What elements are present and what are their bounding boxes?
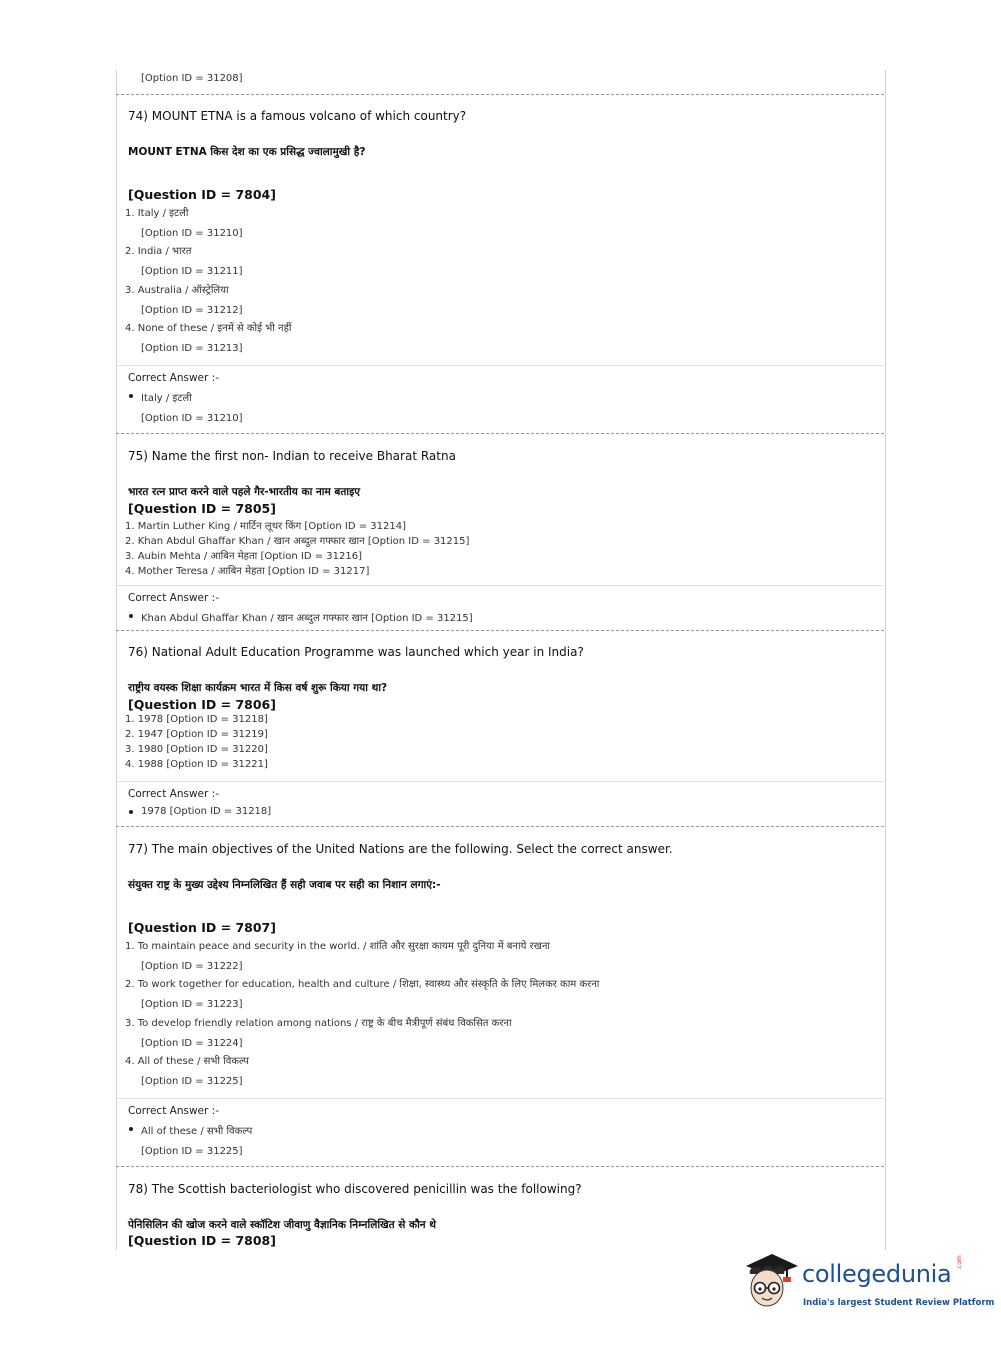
section-separator (116, 365, 884, 366)
divider (116, 1166, 884, 1167)
bullet-icon (129, 614, 133, 618)
option-item: 3. Aubin Mehta / आबिन मेहता [Option ID = 31216] (125, 551, 362, 562)
option-id: [Option ID = 31213] (141, 343, 243, 354)
question-text-hindi: भारत रत्न प्राप्त करने वाले पहले गैर-भारतीय का नाम बताइए (128, 486, 361, 498)
correct-answer-text: All of these / सभी विकल्प (141, 1126, 253, 1137)
question-id: [Question ID = 7805] (128, 501, 276, 516)
option-item: 4. All of these / सभी विकल्प (125, 1056, 249, 1067)
bullet-icon (129, 1127, 133, 1131)
option-item: 2. Khan Abdul Ghaffar Khan / खान अब्दुल गफ्फार खान [Option ID = 31215] (125, 536, 470, 547)
question-text-hindi: पेनिसिलिन की खोज करने वाले स्कॉटिश जीवाणु वैज्ञानिक निम्नलिखित से कौन थे (128, 1219, 436, 1231)
option-item: 3. 1980 [Option ID = 31220] (125, 744, 268, 755)
option-id: [Option ID = 31223] (141, 999, 243, 1010)
option-item: 2. To work together for education, health and culture / शिक्षा, स्वास्थ्य और संस्कृति के लिए मिलकर काम करना (125, 979, 600, 990)
option-item: 4. None of these / इनमें से कोई भी नहीं (125, 323, 292, 334)
option-item: 3. To develop friendly relation among nations / राष्ट्र के बीच मैत्रीपूर्ण संबंध विकसित करना (125, 1018, 512, 1029)
question-id: [Question ID = 7804] (128, 187, 276, 202)
option-id: [Option ID = 31225] (141, 1146, 243, 1157)
option-item: 1. Italy / इटली (125, 208, 189, 219)
divider (116, 630, 884, 631)
logo-wordmark: collegedunia (802, 1260, 952, 1288)
question-text: 78) The Scottish bacteriologist who discovered penicillin was the following? (128, 1182, 582, 1196)
option-item: 1. To maintain peace and security in the world. / शांति और सुरक्षा कायम पूरी दुनिया में बनाये रखना (125, 941, 550, 952)
option-id: [Option ID = 31208] (141, 73, 243, 84)
correct-answer-label: Correct Answer :- (128, 1105, 219, 1117)
section-separator (116, 1098, 884, 1099)
section-separator (116, 585, 884, 586)
option-item: 3. Australia / ऑस्ट्रेलिया (125, 285, 229, 296)
question-text: 75) Name the first non- Indian to receive Bharat Ratna (128, 449, 456, 463)
correct-answer-label: Correct Answer :- (128, 788, 219, 800)
question-id: [Question ID = 7806] (128, 697, 276, 712)
mascot-icon (742, 1250, 802, 1316)
logo-tagline: India's largest Student Review Platform (803, 1298, 995, 1308)
correct-answer-text: Khan Abdul Ghaffar Khan / खान अब्दुल गफ्फार खान [Option ID = 31215] (141, 613, 473, 624)
question-text-hindi: राष्ट्रीय वयस्क शिक्षा कार्यक्रम भारत में किस वर्ष शुरू किया गया था? (128, 682, 388, 694)
option-id: [Option ID = 31225] (141, 1076, 243, 1087)
option-item: 1. Martin Luther King / मार्टिन लूथर किंग [Option ID = 31214] (125, 521, 406, 532)
question-text: 76) National Adult Education Programme was launched which year in India? (128, 645, 584, 659)
question-id: [Question ID = 7808] (128, 1233, 276, 1248)
correct-answer-label: Correct Answer :- (128, 372, 219, 384)
question-text-hindi: MOUNT ETNA किस देश का एक प्रसिद्ध ज्वालामुखी है? (128, 146, 366, 158)
question-text: 77) The main objectives of the United Nations are the following. Select the correct answer. (128, 842, 673, 856)
logo-suffix: .com (956, 1255, 963, 1270)
question-text: 74) MOUNT ETNA is a famous volcano of which country? (128, 109, 467, 123)
bullet-icon (129, 394, 133, 398)
divider (116, 433, 884, 434)
option-item: 4. 1988 [Option ID = 31221] (125, 759, 268, 770)
section-separator (116, 781, 884, 782)
option-item: 1. 1978 [Option ID = 31218] (125, 714, 268, 725)
bullet-icon (129, 810, 133, 814)
correct-answer-text: Italy / इटली (141, 393, 192, 404)
option-item: 4. Mother Teresa / आबिन मेहता [Option ID = 31217] (125, 566, 370, 577)
collegedunia-logo[interactable] (742, 1250, 995, 1320)
divider (116, 94, 884, 95)
option-id: [Option ID = 31211] (141, 266, 243, 277)
option-id: [Option ID = 31210] (141, 228, 243, 239)
question-id: [Question ID = 7807] (128, 920, 276, 935)
option-item: 2. 1947 [Option ID = 31219] (125, 729, 268, 740)
option-id: [Option ID = 31224] (141, 1038, 243, 1049)
option-id: [Option ID = 31212] (141, 305, 243, 316)
correct-answer-text: 1978 [Option ID = 31218] (141, 806, 272, 817)
divider (116, 826, 884, 827)
content-frame (116, 70, 886, 1250)
option-id: [Option ID = 31222] (141, 961, 243, 972)
correct-answer-label: Correct Answer :- (128, 592, 219, 604)
option-item: 2. India / भारत (125, 246, 192, 257)
option-id: [Option ID = 31210] (141, 413, 243, 424)
question-text-hindi: संयुक्त राष्ट्र के मुख्य उद्देश्य निम्नलिखित हैं सही जवाब पर सही का निशान लगाएं:- (128, 879, 441, 891)
